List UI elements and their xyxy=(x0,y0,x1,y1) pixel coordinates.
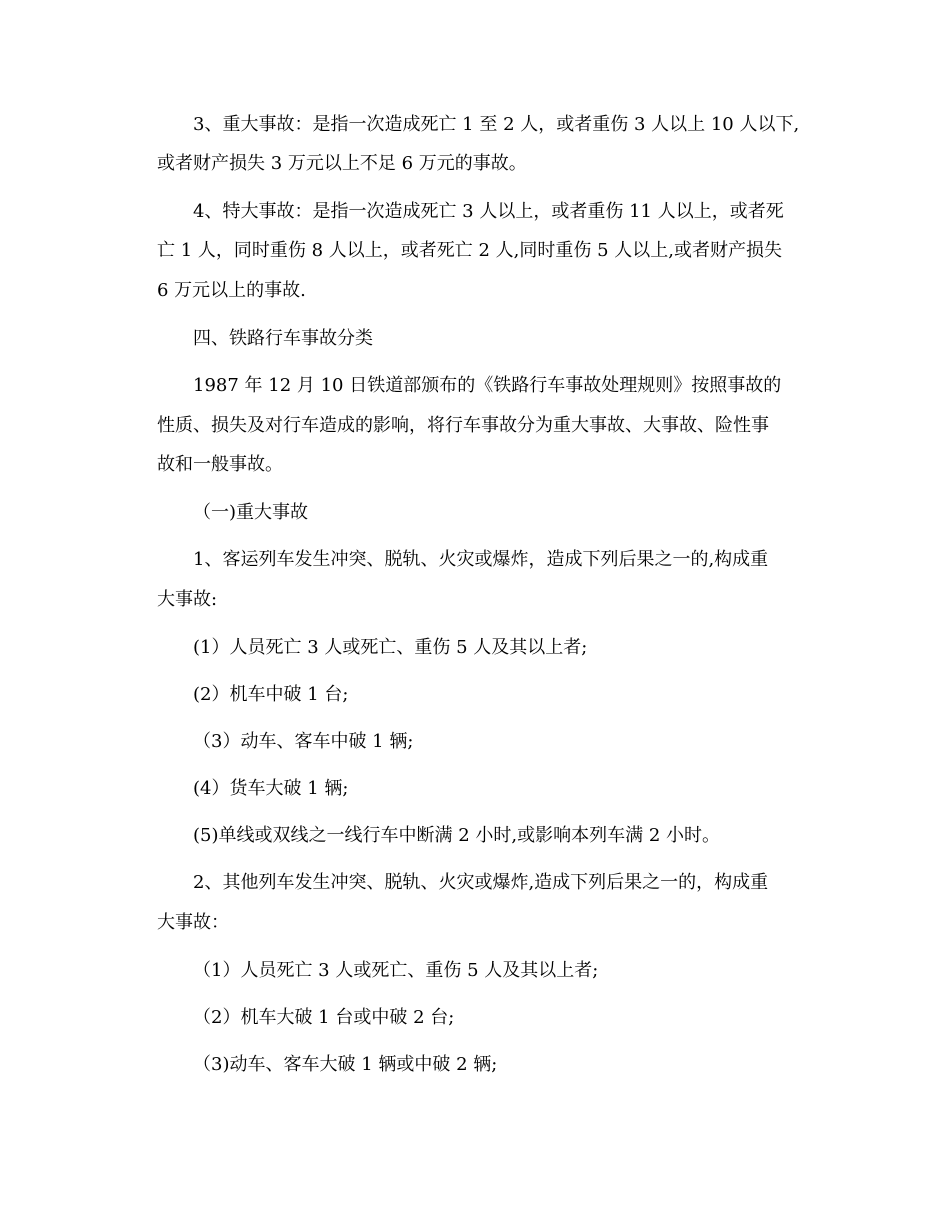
text-line: 3、重大事故：是指一次造成死亡 1 至 2 人，或者重伤 3 人以上 10 人以下, xyxy=(193,114,800,135)
text-line: 2、其他列车发生冲突、脱轨、火灾或爆炸,造成下列后果之一的，构成重 xyxy=(193,872,769,893)
text-line: 1、客运列车发生冲突、脱轨、火灾或爆炸，造成下列后果之一的,构成重 xyxy=(193,549,769,570)
list-item: (2）机车中破 1 台; xyxy=(193,684,349,705)
list-item: (4）货车大破 1 辆; xyxy=(193,778,349,799)
list-item: （3)动车、客车大破 1 辆或中破 2 辆; xyxy=(193,1054,498,1075)
text-line: 亡 1 人，同时重伤 8 人以上，或者死亡 2 人,同时重伤 5 人以上,或者财产损失 xyxy=(157,240,783,261)
subsection-heading: （一)重大事故 xyxy=(193,502,309,523)
text-line: 1987 年 12 月 10 日铁道部颁布的《铁路行车事故处理规则》按照事故的 xyxy=(193,375,782,396)
list-item: (5)单线或双线之一线行车中断满 2 小时,或影响本列车满 2 小时。 xyxy=(193,825,721,846)
text-line: 4、特大事故：是指一次造成死亡 3 人以上，或者重伤 11 人以上，或者死 xyxy=(193,201,784,222)
text-line: 大事故: xyxy=(157,589,218,610)
list-item: （1）人员死亡 3 人或死亡、重伤 5 人及其以上者; xyxy=(193,960,599,981)
text-line: 6 万元以上的事故. xyxy=(157,280,306,301)
list-item: （3）动车、客车中破 1 辆; xyxy=(193,731,414,752)
text-line: 大事故： xyxy=(157,912,229,933)
text-line: 故和一般事故。 xyxy=(157,454,283,475)
list-item: （2）机车大破 1 台或中破 2 台; xyxy=(193,1007,455,1028)
text-line: 或者财产损失 3 万元以上不足 6 万元的事故。 xyxy=(157,153,527,174)
list-item: (1）人员死亡 3 人或死亡、重伤 5 人及其以上者; xyxy=(193,637,588,658)
text-line: 性质、损失及对行车造成的影响，将行车事故分为重大事故、大事故、险性事 xyxy=(157,415,769,436)
section-heading: 四、铁路行车事故分类 xyxy=(193,328,373,349)
